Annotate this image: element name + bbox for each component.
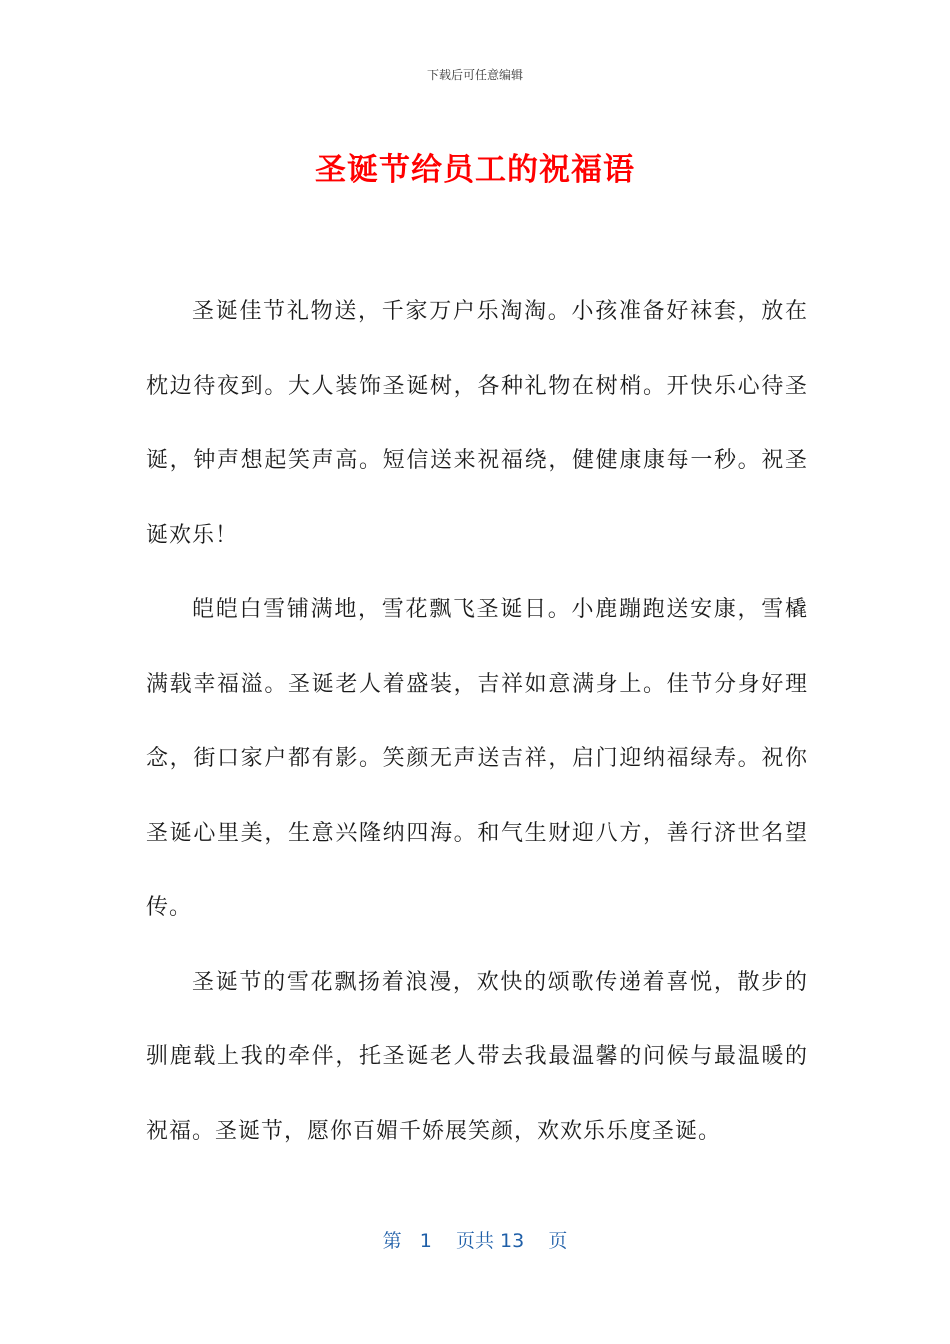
page-middle: 页共 bbox=[455, 1230, 494, 1252]
page-prefix: 第 bbox=[382, 1230, 402, 1252]
header-note: 下载后可任意编辑 bbox=[426, 68, 523, 82]
document-body bbox=[146, 275, 808, 1169]
page-number: 1 bbox=[419, 1230, 432, 1252]
paragraph-1: 圣诞佳节礼物送，千家万户乐淘淘。小孩准备好袜套，放在枕边待夜到。大人装饰圣诞树，各种礼物在树梢。开快乐心待圣诞，钟声想起笑声高。短信送来祝福绕，健健康康每一秒。祝圣诞欢乐！ bbox=[146, 299, 808, 548]
total-pages: 13 bbox=[500, 1230, 525, 1252]
document-title: 圣诞节给员工的祝福语 bbox=[315, 152, 635, 188]
page-suffix: 页 bbox=[548, 1230, 568, 1252]
page-footer bbox=[0, 1226, 950, 1253]
paragraph-3: 圣诞节的雪花飘扬着浪漫，欢快的颂歌传递着喜悦，散步的驯鹿载上我的牵伴，托圣诞老人带去我最温馨的问候与最温暖的祝福。圣诞节，愿你百媚千娇展笑颜，欢欢乐乐度圣诞。 bbox=[146, 969, 808, 1144]
paragraph-2: 皑皑白雪铺满地，雪花飘飞圣诞日。小鹿蹦跑送安康，雪橇满载幸福溢。圣诞老人着盛装，吉祥如意满身上。佳节分身好理念，街口家户都有影。笑颜无声送吉祥，启门迎纳福绿寿。祝你圣诞心里美，生意兴隆纳四海。和气生财迎八方，善行济世名望传。 bbox=[146, 597, 808, 920]
